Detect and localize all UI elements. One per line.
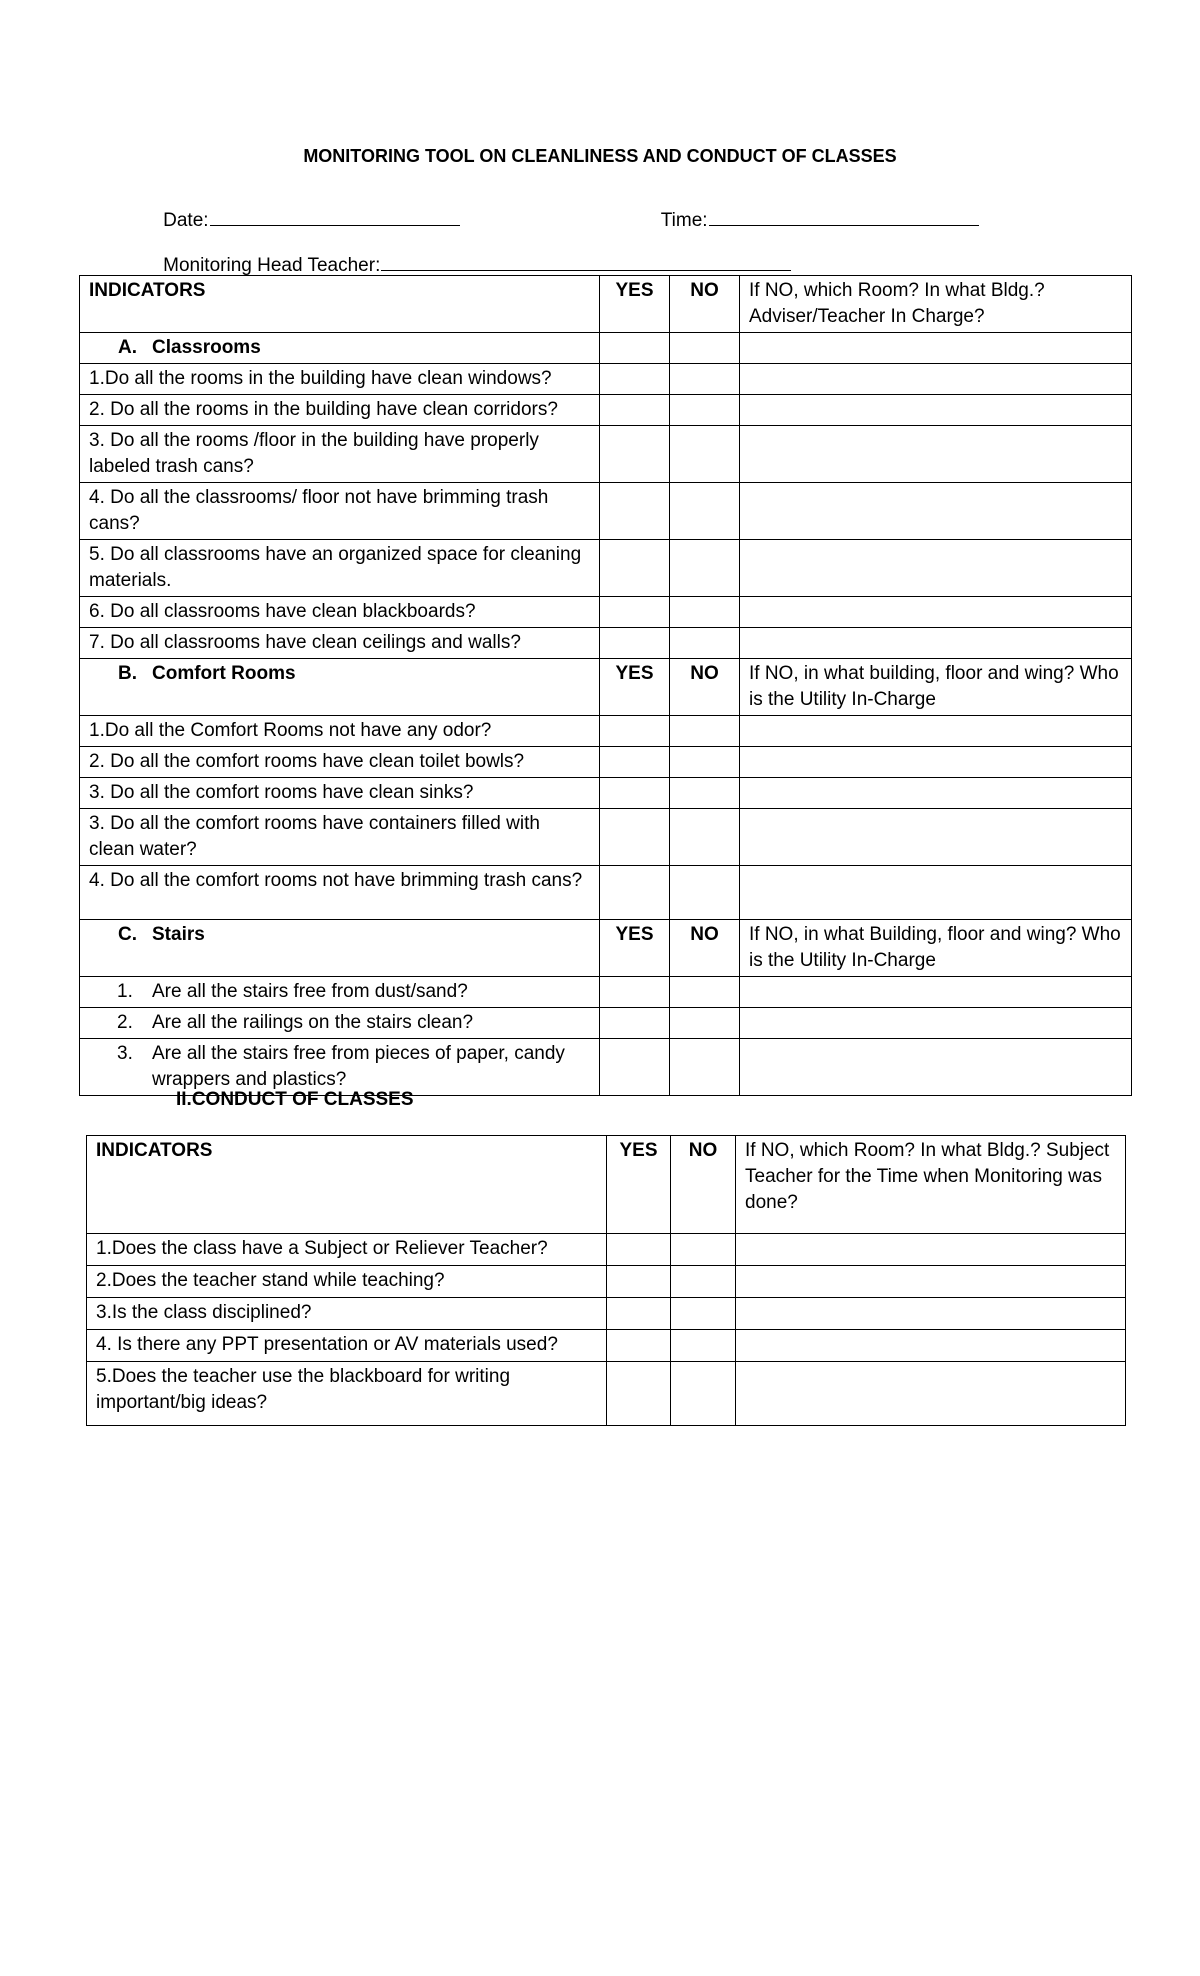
remarks-cell[interactable] — [740, 866, 1132, 920]
remarks-header: If NO, which Room? In what Bldg.? Adviser/Teacher In Charge? — [740, 276, 1132, 333]
remarks-cell[interactable] — [740, 1039, 1132, 1096]
table-row — [80, 483, 1132, 540]
indicator-text: 3.Is the class disciplined? — [87, 1298, 607, 1330]
no-cell[interactable] — [670, 778, 740, 809]
indicator-text: 4. Do all the comfort rooms not have brimming trash cans? — [80, 866, 600, 920]
indicator-cell — [80, 1039, 600, 1096]
table-row — [80, 866, 1132, 920]
remarks-cell[interactable] — [736, 1234, 1126, 1266]
no-cell[interactable] — [671, 1234, 736, 1266]
table-row — [80, 597, 1132, 628]
time-label: Time: — [660, 210, 708, 231]
indicator-text: 7. Do all classrooms have clean ceilings and walls? — [80, 628, 600, 659]
indicators-header: INDICATORS — [80, 276, 600, 333]
table-row — [80, 977, 1132, 1008]
indicators-header: INDICATORS — [87, 1136, 607, 1234]
yes-cell[interactable] — [607, 1234, 671, 1266]
indicator-text: 2. Do all the comfort rooms have clean toilet bowls? — [80, 747, 600, 778]
yes-cell[interactable] — [600, 1008, 670, 1039]
table-row — [80, 540, 1132, 597]
section-a-letter: A. — [118, 337, 137, 358]
remarks-cell[interactable] — [740, 483, 1132, 540]
yes-cell[interactable] — [607, 1362, 671, 1426]
indicator-text: 3. Do all the comfort rooms have clean sinks? — [80, 778, 600, 809]
time-blank[interactable] — [709, 224, 979, 226]
indicator-cell — [80, 1008, 600, 1039]
table-row — [87, 1234, 1126, 1266]
table-row — [87, 1330, 1126, 1362]
table-row — [80, 809, 1132, 866]
table-row — [87, 1298, 1126, 1330]
no-cell[interactable] — [671, 1330, 736, 1362]
no-cell[interactable] — [671, 1266, 736, 1298]
document-title: MONITORING TOOL ON CLEANLINESS AND CONDUCT OF CLASSES — [303, 146, 897, 166]
indicator-cell — [80, 977, 600, 1008]
no-header: NO — [671, 1136, 736, 1234]
head-teacher-label: Monitoring Head Teacher: — [163, 255, 381, 276]
table-row — [80, 747, 1132, 778]
section-2-title: II.CONDUCT OF CLASSES — [176, 1089, 414, 1110]
table-row — [80, 716, 1132, 747]
table-row — [80, 628, 1132, 659]
item-number: 1. — [117, 981, 133, 1002]
yes-header: YES — [607, 1136, 671, 1234]
no-cell[interactable] — [670, 483, 740, 540]
no-cell[interactable] — [670, 716, 740, 747]
conduct-table — [86, 1135, 1126, 1426]
indicator-text: 1.Do all the Comfort Rooms not have any odor? — [80, 716, 600, 747]
no-cell[interactable] — [670, 1008, 740, 1039]
yes-cell[interactable] — [607, 1266, 671, 1298]
table-row — [80, 1008, 1132, 1039]
table-row — [87, 1362, 1126, 1426]
yes-cell[interactable] — [600, 483, 670, 540]
table-row — [80, 778, 1132, 809]
remarks-cell[interactable] — [740, 747, 1132, 778]
remarks-cell[interactable] — [740, 778, 1132, 809]
yes-cell[interactable] — [600, 866, 670, 920]
yes-cell[interactable] — [600, 628, 670, 659]
yes-cell[interactable] — [600, 597, 670, 628]
no-cell[interactable] — [670, 540, 740, 597]
yes-cell[interactable] — [600, 333, 670, 364]
remarks-header: If NO, in what Building, floor and wing? Who is the Utility In-Charge — [740, 920, 1132, 977]
yes-cell[interactable] — [600, 809, 670, 866]
indicator-text: 2.Does the teacher stand while teaching? — [87, 1266, 607, 1298]
indicator-text: 6. Do all classrooms have clean blackboards? — [80, 597, 600, 628]
no-cell[interactable] — [671, 1298, 736, 1330]
yes-cell[interactable] — [600, 778, 670, 809]
section-c-title: Stairs — [152, 924, 205, 945]
table-header-row — [80, 276, 1132, 333]
indicator-text: 5.Does the teacher use the blackboard for writing important/big ideas? — [87, 1362, 607, 1426]
item-number: 2. — [117, 1012, 133, 1033]
indicator-text: 1.Do all the rooms in the building have clean windows? — [80, 364, 600, 395]
yes-header: YES — [600, 920, 670, 977]
no-cell[interactable] — [670, 333, 740, 364]
yes-cell[interactable] — [600, 1039, 670, 1096]
indicator-text: Are all the railings on the stairs clean? — [152, 1012, 474, 1033]
no-cell[interactable] — [670, 977, 740, 1008]
no-cell[interactable] — [670, 809, 740, 866]
remarks-cell[interactable] — [740, 333, 1132, 364]
section-b-letter: B. — [118, 663, 137, 684]
remarks-cell[interactable] — [736, 1298, 1126, 1330]
yes-cell[interactable] — [607, 1298, 671, 1330]
no-header: NO — [670, 659, 740, 716]
no-header: NO — [670, 276, 740, 333]
yes-cell[interactable] — [600, 747, 670, 778]
table-row — [80, 364, 1132, 395]
yes-header: YES — [600, 276, 670, 333]
yes-cell[interactable] — [607, 1330, 671, 1362]
yes-cell[interactable] — [600, 395, 670, 426]
section-c-heading — [80, 920, 600, 977]
remarks-cell[interactable] — [736, 1266, 1126, 1298]
head-teacher-blank[interactable] — [381, 269, 791, 271]
yes-cell[interactable] — [600, 977, 670, 1008]
section-c-row — [80, 920, 1132, 977]
no-cell[interactable] — [671, 1362, 736, 1426]
section-b-heading — [80, 659, 600, 716]
no-cell[interactable] — [670, 426, 740, 483]
no-cell[interactable] — [670, 747, 740, 778]
remarks-cell[interactable] — [736, 1330, 1126, 1362]
table-row — [80, 426, 1132, 483]
section-a-heading — [80, 333, 600, 364]
remarks-cell[interactable] — [740, 395, 1132, 426]
table-row — [87, 1266, 1126, 1298]
remarks-cell[interactable] — [740, 716, 1132, 747]
remarks-cell[interactable] — [740, 809, 1132, 866]
no-cell[interactable] — [670, 628, 740, 659]
indicator-text: 3. Do all the rooms /floor in the building have properly labeled trash cans? — [80, 426, 600, 483]
remarks-cell[interactable] — [740, 364, 1132, 395]
section-a-row — [80, 333, 1132, 364]
section-a-title: Classrooms — [152, 337, 261, 358]
no-cell[interactable] — [670, 1039, 740, 1096]
remarks-cell[interactable] — [740, 426, 1132, 483]
remarks-cell[interactable] — [740, 628, 1132, 659]
cleanliness-table — [79, 275, 1132, 1096]
remarks-header: If NO, which Room? In what Bldg.? Subject Teacher for the Time when Monitoring was done? — [736, 1136, 1126, 1234]
date-blank[interactable] — [210, 224, 460, 226]
section-c-letter: C. — [118, 924, 137, 945]
no-cell[interactable] — [670, 597, 740, 628]
remarks-cell[interactable] — [740, 977, 1132, 1008]
yes-header: YES — [600, 659, 670, 716]
table-header-row — [87, 1136, 1126, 1234]
date-label: Date: — [163, 210, 209, 231]
yes-cell[interactable] — [600, 426, 670, 483]
yes-cell[interactable] — [600, 540, 670, 597]
remarks-header: If NO, in what building, floor and wing? Who is the Utility In-Charge — [740, 659, 1132, 716]
indicator-text: 2. Do all the rooms in the building have clean corridors? — [80, 395, 600, 426]
yes-cell[interactable] — [600, 364, 670, 395]
yes-cell[interactable] — [600, 716, 670, 747]
remarks-cell[interactable] — [740, 597, 1132, 628]
indicator-text: 4. Do all the classrooms/ floor not have brimming trash cans? — [80, 483, 600, 540]
indicator-text: 5. Do all classrooms have an organized space for cleaning materials. — [80, 540, 600, 597]
item-number: 3. — [117, 1043, 133, 1064]
no-cell[interactable] — [670, 866, 740, 920]
indicator-text: 3. Do all the comfort rooms have containers filled with clean water? — [80, 809, 600, 866]
no-cell[interactable] — [670, 364, 740, 395]
no-header: NO — [670, 920, 740, 977]
section-b-title: Comfort Rooms — [152, 663, 296, 684]
indicator-text: 1.Does the class have a Subject or Reliever Teacher? — [87, 1234, 607, 1266]
indicator-text: Are all the stairs free from dust/sand? — [152, 981, 468, 1002]
no-cell[interactable] — [670, 395, 740, 426]
remarks-cell[interactable] — [736, 1362, 1126, 1426]
indicator-text: 4. Is there any PPT presentation or AV materials used? — [87, 1330, 607, 1362]
remarks-cell[interactable] — [740, 1008, 1132, 1039]
table-row — [80, 395, 1132, 426]
indicator-text: Are all the stairs free from pieces of paper, candy wrappers and plastics? — [152, 1043, 565, 1090]
table-row — [80, 1039, 1132, 1096]
section-b-row — [80, 659, 1132, 716]
remarks-cell[interactable] — [740, 540, 1132, 597]
